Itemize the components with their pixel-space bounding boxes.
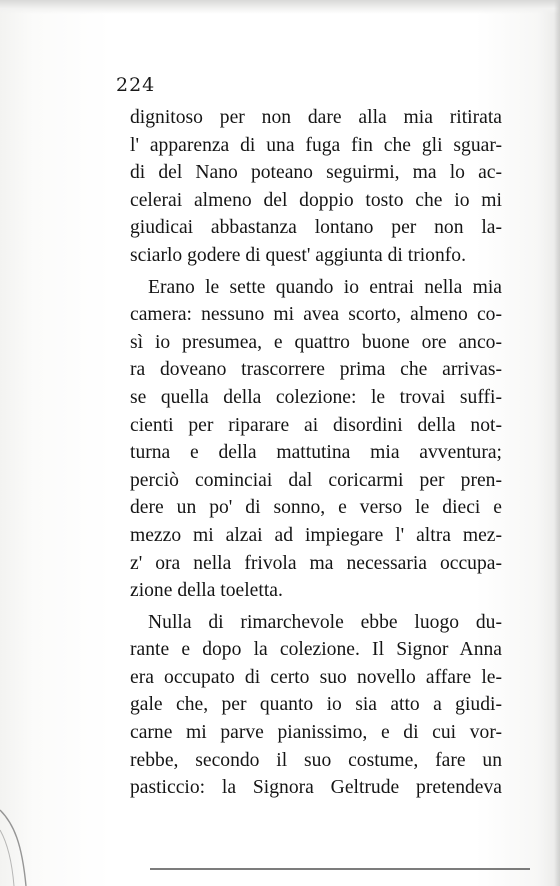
page-number: 224 [116,74,156,96]
text-line: ra doveano trascorrere prima che arrivas- [130,359,502,381]
text-line: giudicai abbastanza lontano per non la- [130,217,502,239]
text-line: Nulla di rimarchevole ebbe luogo du- [148,611,502,633]
text-line: mezzo mi alzai ad impiegare l' altra mez- [130,524,502,546]
text-line: perciò cominciai dal coricarmi per pren- [130,469,502,491]
text-line: dignitoso per non dare alla mia ritirata [130,107,502,128]
text-line: sì io presumea, e quattro buone ore anco- [130,331,502,353]
body-text [130,104,502,802]
text-line: cienti per riparare ai disordini della not- [130,414,502,436]
text-line: Erano le sette quando io entrai nella mia [148,276,502,298]
bottom-edge-rule [150,868,530,870]
text-line: l' apparenza di una fuga fin che gli sguar- [130,134,502,156]
page-right-edge [554,0,560,886]
text-line: pasticcio: la Signora Geltrude pretendeva [130,777,502,799]
text-line: carne mi parve pianissimo, e di cui vor- [130,722,502,744]
text-line: camera: nessuno mi avea scorto, almeno co- [130,304,502,326]
text-line: era occupato di certo suo novello affare le- [130,666,502,688]
text-line: z' ora nella frivola ma necessaria occupa- [130,552,502,574]
text-line: celerai almeno del doppio tosto che io mi [130,189,502,211]
text-line: di del Nano poteano seguirmi, ma lo ac- [130,162,502,184]
text-line: gale che, per quanto io sia atto a giudi- [130,694,502,716]
text-line: zione della toeletta. [130,580,283,602]
text-line: dere un po' di sonno, e verso le dieci e [130,497,502,519]
text-line: sciarlo godere di quest' aggiunta di trionfo. [130,244,466,266]
text-line: se quella della colezione: le trovai suffi- [130,386,502,408]
text-line: rebbe, secondo il suo costume, fare un [130,749,502,771]
text-line: rante e dopo la colezione. Il Signor Anna [130,639,502,661]
page-curl-mark [0,800,60,886]
text-line: turna e della mattutina mia avventura; [130,442,502,464]
page-top-edge [0,0,560,14]
